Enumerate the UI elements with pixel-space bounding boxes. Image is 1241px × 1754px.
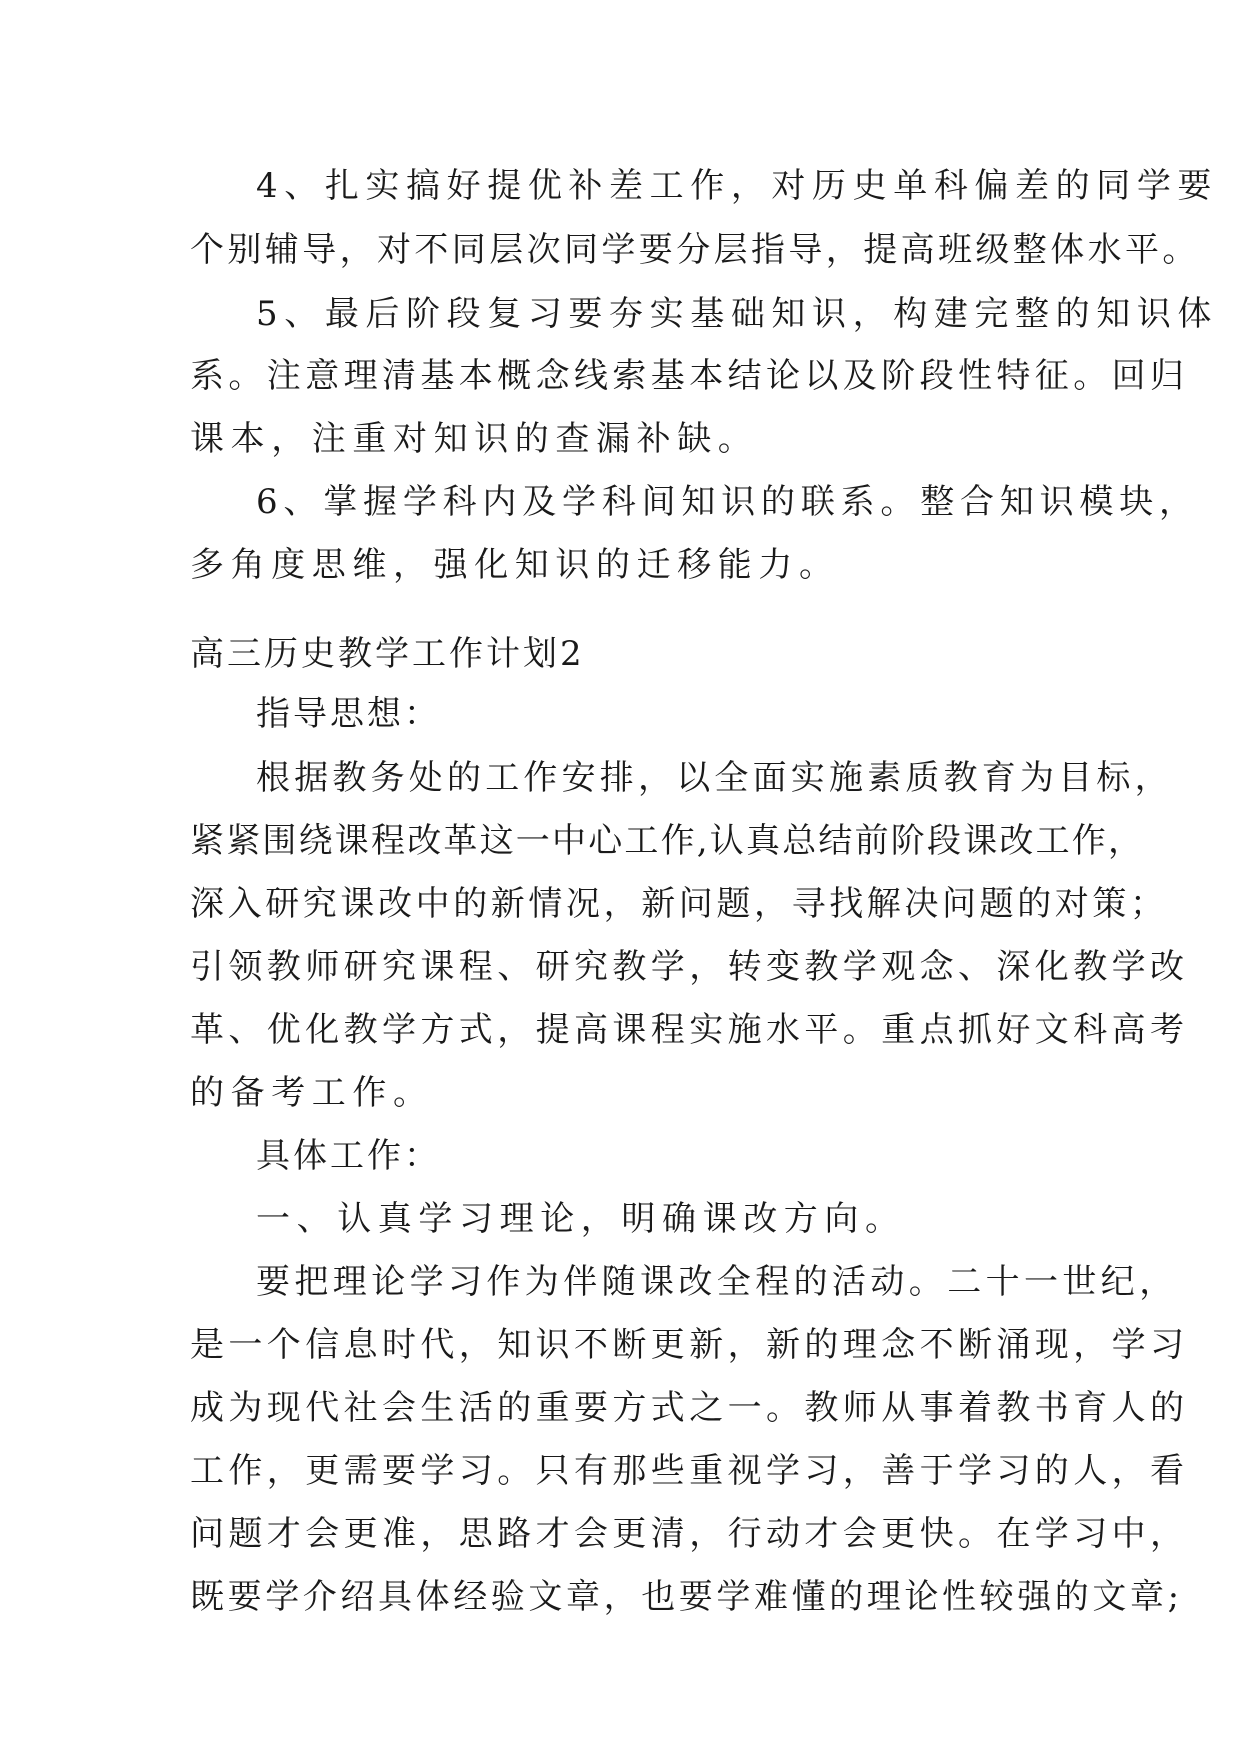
subheading-guiding-ideas: 指导思想： [256,694,441,734]
work-item-1-title: 一、认真学习理论，明确课改方向。 [256,1199,906,1239]
work-item-1-line-6: 既要学介绍具体经验文章，也要学难懂的理论性较强的文章; [190,1577,1183,1617]
paragraph-5-line-3: 课本，注重对知识的查漏补缺。 [190,419,759,459]
guiding-line-2: 紧紧围绕课程改革这一中心工作,认真总结前阶段课改工作， [190,821,1145,861]
work-item-1-line-1: 要把理论学习作为伴随课改全程的活动。二十一世纪， [256,1262,1178,1302]
paragraph-5-line-1: 5、最后阶段复习要夯实基础知识，构建完整的知识体 [256,294,1219,334]
work-item-1-line-2: 是一个信息时代，知识不断更新，新的理念不断涌现，学习 [190,1325,1189,1365]
paragraph-6-line-2: 多角度思维，强化知识的迁移能力。 [190,545,840,585]
work-item-1-line-5: 问题才会更准，思路才会更清，行动才会更快。在学习中， [190,1514,1189,1554]
guiding-line-4: 引领教师研究课程、研究教学，转变教学观念、深化教学改 [190,947,1189,987]
work-item-1-line-4: 工作，更需要学习。只有那些重视学习，善于学习的人，看 [190,1451,1189,1491]
guiding-line-5: 革、优化教学方式，提高课程实施水平。重点抓好文科高考 [190,1010,1189,1050]
paragraph-4-line-2: 个别辅导，对不同层次同学要分层指导，提高班级整体水平。 [190,230,1200,270]
subheading-specific-work: 具体工作： [256,1136,441,1176]
guiding-line-6: 的备考工作。 [190,1073,434,1113]
work-item-1-line-3: 成为现代社会生活的重要方式之一。教师从事着教书育人的 [190,1388,1189,1428]
paragraph-5-line-2: 系。注意理清基本概念线索基本结论以及阶段性特征。回归 [190,356,1189,396]
guiding-line-3: 深入研究课改中的新情况，新问题，寻找解决问题的对策； [190,884,1168,924]
section-heading: 高三历史教学工作计划2 [190,634,585,674]
paragraph-6-line-1: 6、掌握学科内及学科间知识的联系。整合知识模块， [256,482,1199,522]
paragraph-4-line-1: 4、扎实搞好提优补差工作，对历史单科偏差的同学要 [256,166,1219,206]
guiding-line-1: 根据教务处的工作安排，以全面实施素质教育为目标， [256,758,1173,798]
